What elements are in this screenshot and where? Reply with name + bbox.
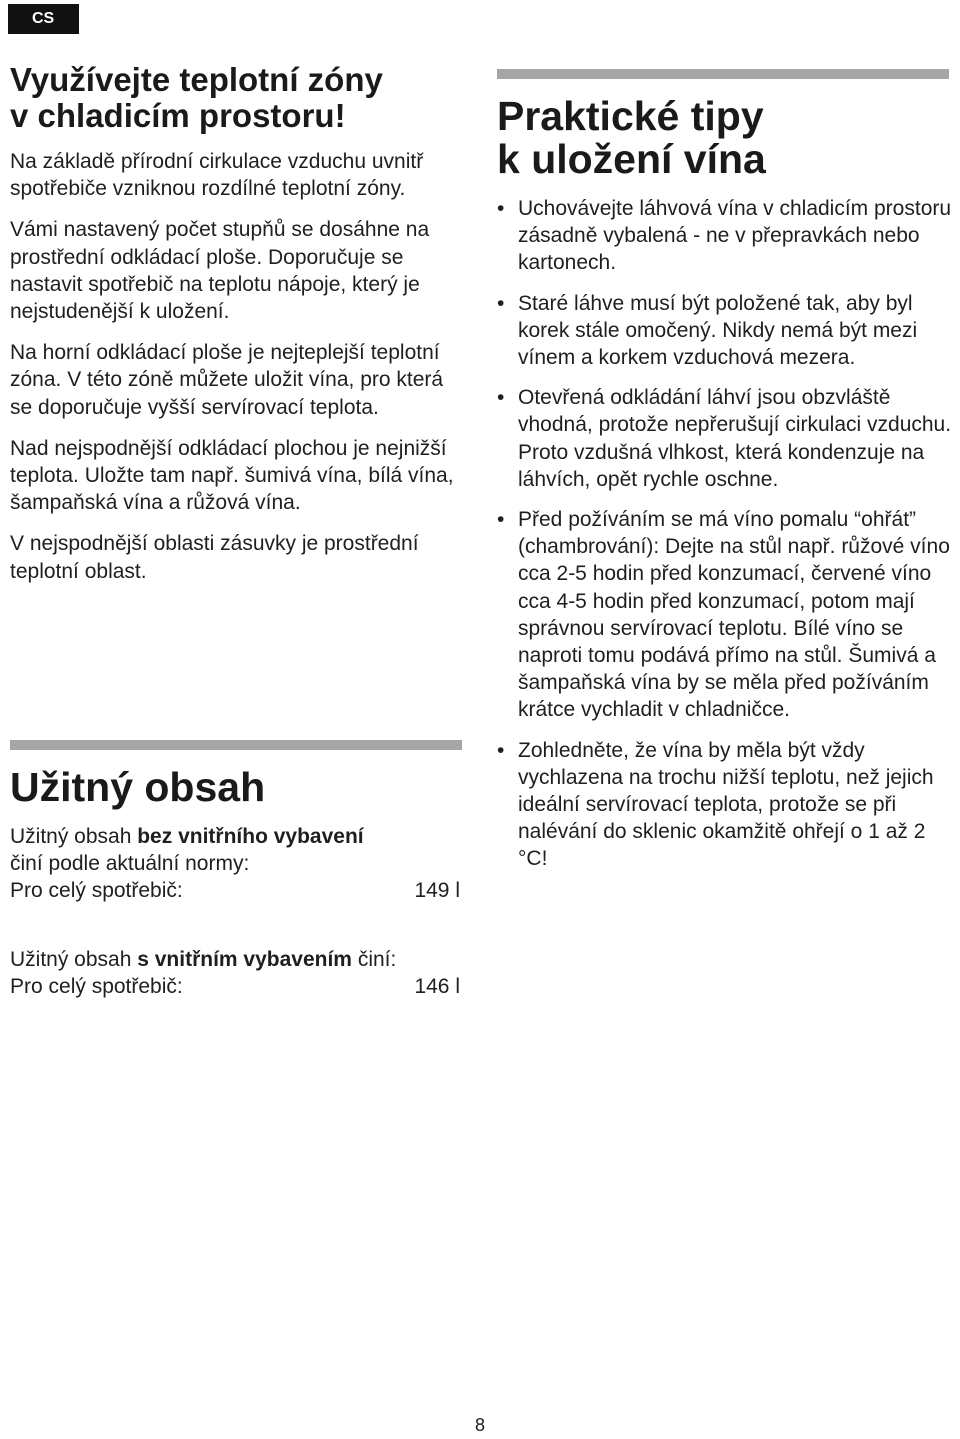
bullet-icon: • (497, 738, 505, 762)
bullet-icon: • (497, 386, 505, 410)
list-item: • Zohledněte, že vína by měla být vždy vychlazena na trochu nižší teplotu, než jejich ideální servírovací teplota, protože se při nalévání do sklenic okamžitě ohřejí o 1 až 2 °C! (497, 738, 934, 871)
capacity-label-1: Pro celý spotřebič: (10, 879, 183, 903)
bullet-icon: • (497, 508, 505, 532)
capacity-value-2: 146 l (414, 974, 460, 998)
capacity-label-2: Pro celý spotřebič: (10, 974, 183, 998)
capacity-with-equipment: Užitný obsah s vnitřním vybavením činí: (10, 947, 397, 971)
zones-paragraph-1: Na základě přírodní cirkulace vzduchu uvnitř spotřebiče vzniknou rozdílné teplotní zóny. (10, 150, 424, 201)
section-divider-right (497, 69, 949, 79)
list-item: • Uchovávejte láhvová vína v chladicím prostoru zásadně vybalená - ne v přepravkách nebo kartonech. (497, 197, 952, 275)
zones-paragraph-3: Na horní odkládací ploše je nejteplejší teplotní zóna. V této zóně můžete uložit vína, pro která se doporučuje vyšší servírovací teplota. (10, 341, 444, 419)
section-divider-left (10, 740, 462, 750)
temperature-zones-heading (10, 62, 470, 134)
capacity-row-1 (10, 877, 460, 904)
wine-tips-heading (497, 95, 955, 181)
usable-capacity-block (10, 823, 470, 1000)
capacity-without-equipment: Užitný obsah bez vnitřního vybavení činí podle aktuální normy: (10, 825, 364, 876)
page-number: 8 (474, 1415, 485, 1435)
left-column (10, 62, 470, 599)
list-item: • Otevřená odkládání láhví jsou obzvláště vhodná, protože nepřerušují cirkulaci vzduchu. Proto vzdušná vlhkost, která kondenzuje na láhvích, opět rychle oschne. (497, 386, 952, 491)
wine-tips-list (497, 195, 955, 873)
right-column (497, 69, 955, 886)
tips-heading-line-1: Praktické tipy (497, 93, 764, 139)
tips-heading-line-2: k uložení vína (497, 136, 766, 182)
heading-line-1: Využívejte teplotní zóny (10, 61, 383, 98)
bullet-icon: • (497, 291, 505, 315)
list-item: • Staré láhve musí být položené tak, aby byl korek stále omočený. Nikdy nemá být mezi vínem a korkem vzduchová mezera. (497, 291, 918, 370)
language-tab: CS (8, 4, 79, 34)
zones-paragraph-4: Nad nejspodnější odkládací plochou je nejnižší teplota. Uložte tam např. šumivá vína, bílá vína, šampaňská vína a růžová vína. (10, 436, 454, 515)
capacity-value-1: 149 l (414, 879, 460, 903)
zones-paragraph-2: Vámi nastavený počet stupňů se dosáhne na prostřední odkládací ploše. Doporučuje se nastavit spotřebič na teplotu nápoje, který je nejstudenější k uložení. (10, 218, 430, 324)
bullet-icon: • (497, 197, 505, 220)
heading-line-2: v chladicím prostoru! (10, 97, 346, 134)
capacity-without-equipment-bold: bez vnitřního vybavení (137, 825, 364, 848)
usable-capacity-heading: Užitný obsah (10, 764, 266, 810)
capacity-row-2 (10, 973, 460, 1000)
list-item: • Před požíváním se má víno pomalu “ohřát” (chambrování): Dejte na stůl např. růžové víno cca 2-5 hodin před konzumací, červené víno cca 4-5 hodin před konzumací, potom mají správnou servírovací teplotu. Bílé víno se naproti tomu podává přímo na stůl. Šumivá a šampaňská vína by se měla před požíváním krátce vychladit v chladničce. (497, 508, 950, 722)
zones-paragraph-5: V nejspodnější oblasti zásuvky je prostřední teplotní oblast. (10, 532, 419, 583)
capacity-with-equipment-bold: s vnitřním vybavením (137, 947, 352, 971)
